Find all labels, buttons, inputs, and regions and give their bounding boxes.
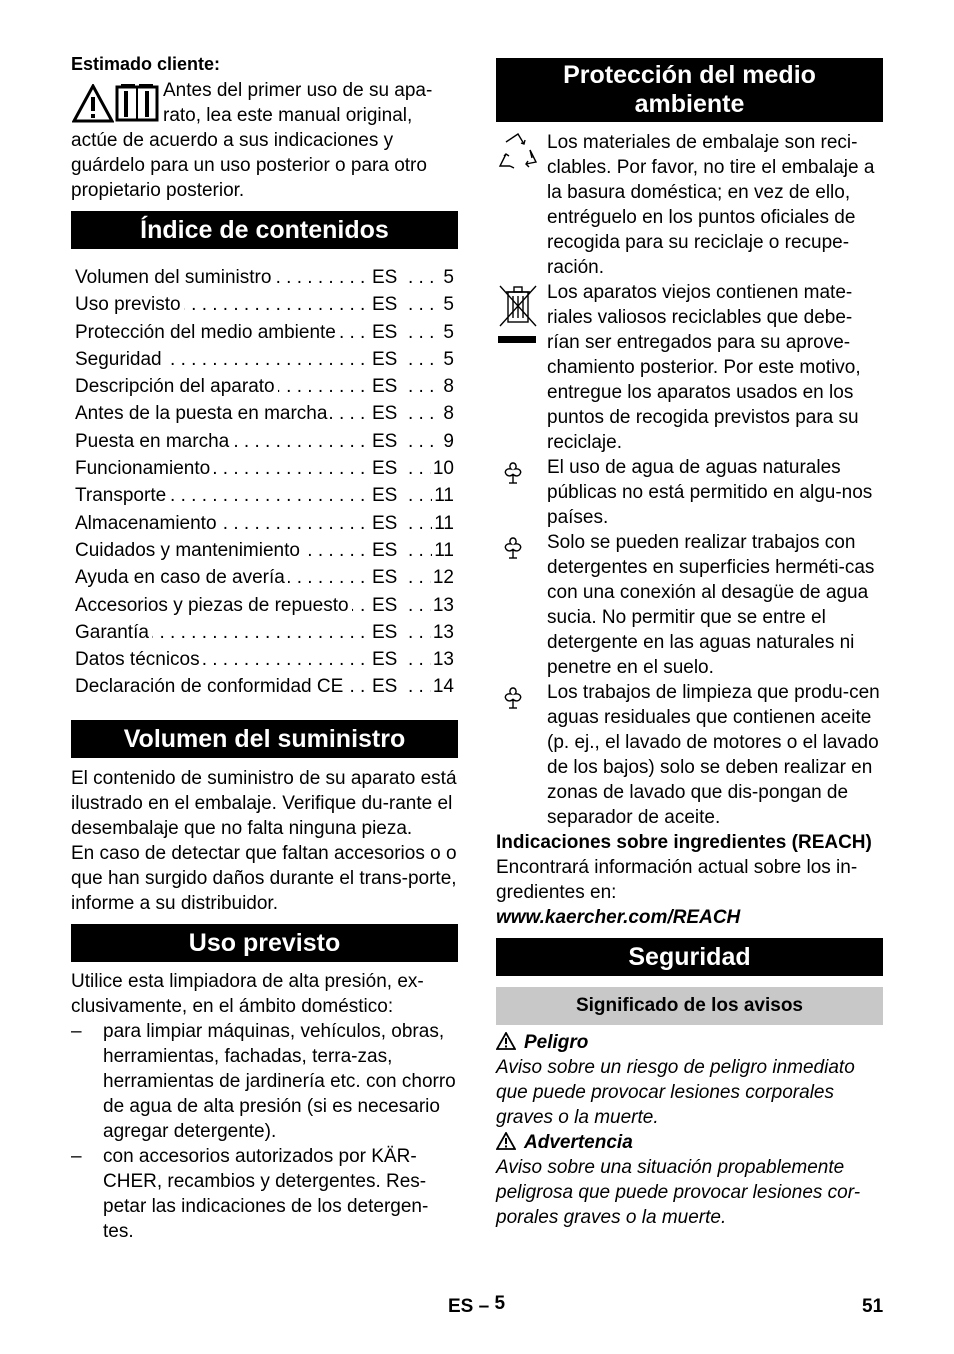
toc-item-lang: ES — [372, 403, 398, 425]
toc-item-page: . . . 10 — [431, 455, 454, 482]
toc-heading: Índice de contenidos — [71, 211, 458, 249]
toc-item-page: . . . 11 — [432, 510, 454, 537]
toc-item-lang: ES — [372, 430, 398, 452]
toc-item-title: Volumen del suministro — [75, 267, 274, 288]
notice-heading — [496, 1130, 883, 1155]
water-protection-icon — [496, 684, 540, 714]
env-item — [496, 680, 883, 830]
toc-item-page: . . . 9 — [441, 428, 454, 455]
avisos-subheading: Significado de los avisos — [496, 987, 883, 1025]
toc-item-lang: ES — [372, 485, 398, 507]
toc-item-title: Transporte — [75, 485, 169, 506]
intro-text-rest: actúe de acuerdo a sus indicaciones y guárdelo para un uso posterior o para otro propietario posterior. — [71, 130, 427, 201]
toc-row[interactable] — [75, 646, 458, 673]
toc-item-title: Ayuda en caso de avería — [75, 567, 288, 588]
notice-heading — [496, 1030, 883, 1055]
env-item — [496, 530, 883, 680]
toc-item-page: . . . 5 — [441, 264, 454, 291]
toc-item-page: . . . 8 — [441, 400, 454, 427]
toc-row[interactable] — [75, 319, 458, 346]
volumen-paragraph-2: En caso de detectar que faltan accesorios o o que han surgido daños durante el trans-porte, informe a su distribuidor. — [71, 842, 457, 914]
right-column — [496, 58, 883, 1230]
env-item — [496, 455, 883, 530]
env-item — [496, 130, 883, 280]
toc-item-title: Almacenamiento — [75, 513, 220, 534]
toc-item-lang: ES — [372, 376, 398, 398]
toc-item-lang: ES — [372, 321, 398, 343]
notice-label: Peligro — [524, 1032, 589, 1053]
toc-item-lang: ES — [372, 512, 398, 534]
toc-item-lang: ES — [372, 348, 398, 370]
footer-page-number: 51 — [862, 1296, 884, 1317]
uso-list-item — [71, 1144, 458, 1244]
toc-list — [75, 264, 458, 701]
toc-item-title: Seguridad — [75, 349, 165, 370]
reach-text: Encontrará información actual sobre los in-gredientes en: — [496, 857, 858, 903]
toc-item-title: Puesta en marcha — [75, 431, 232, 452]
toc-row[interactable] — [75, 564, 458, 591]
left-column — [71, 52, 458, 1244]
toc-row[interactable] — [75, 373, 458, 400]
notice-text: Aviso sobre una situación propablemente peligrosa que puede provocar lesiones cor-porales graves o la muerte. — [496, 1157, 861, 1228]
warning-triangle-icon — [496, 1132, 516, 1150]
uso-heading: Uso previsto — [71, 924, 458, 962]
toc-item-title: Uso previsto — [75, 294, 184, 315]
toc-row[interactable] — [75, 346, 458, 373]
toc-item-page: . . . 13 — [431, 619, 454, 646]
warning-triangle-icon — [496, 1032, 516, 1050]
uso-list-item-text: con accesorios autorizados por KÄR-CHER, recambios y detergentes. Res-petar las indicaciones de los detergen-tes. — [103, 1145, 429, 1242]
toc-item-lang: ES — [372, 294, 398, 316]
toc-item-title: Cuidados y mantenimiento — [75, 540, 303, 561]
toc-item-title: Funcionamiento — [75, 458, 213, 479]
intro-title: Estimado cliente: — [71, 54, 221, 74]
toc-row[interactable] — [75, 510, 458, 537]
uso-list-item — [71, 1019, 458, 1144]
toc-item-title: Antes de la puesta en marcha — [75, 403, 330, 424]
env-item-text: Solo se pueden realizar trabajos con detergentes en superficies herméti-cas con una conexión al desagüe de agua sucia. No permitir que se entre el detergente en las aguas naturales ni penetre en el suelo. — [547, 532, 875, 678]
water-protection-icon — [496, 459, 540, 489]
notice-text: Aviso sobre un riesgo de peligro inmediato que puede provocar lesiones corporales graves o la muerte. — [496, 1057, 855, 1128]
toc-item-title: Protección del medio ambiente — [75, 322, 339, 343]
warning-triangle-icon — [72, 84, 114, 124]
toc-item-lang: ES — [372, 267, 398, 288]
intro-block — [71, 78, 458, 203]
toc-row[interactable] — [75, 537, 458, 564]
toc-item-title: Datos técnicos — [75, 649, 203, 670]
toc-item-lang: ES — [372, 621, 398, 643]
seguridad-heading: Seguridad — [496, 938, 883, 976]
toc-item-title: Accesorios y piezas de repuesto — [75, 595, 352, 616]
notice-label: Advertencia — [524, 1132, 633, 1153]
proteccion-heading: Protección del medio ambiente — [496, 58, 883, 122]
toc-item-page: . . . 12 — [431, 564, 454, 591]
toc-item-page: . . . 8 — [441, 373, 454, 400]
toc-row[interactable] — [75, 428, 458, 455]
toc-item-lang: ES — [372, 567, 398, 589]
toc-item-lang: ES — [372, 676, 398, 698]
volumen-paragraph-1: El contenido de suministro de su aparato está ilustrado en el embalaje. Verifique du-rante el desembalaje que no falta ninguna pieza. — [71, 767, 457, 839]
toc-row[interactable] — [75, 592, 458, 619]
toc-item-page: . . . 14 — [431, 673, 454, 700]
footer-dash: – — [478, 1296, 490, 1317]
crossed-bin-icon — [496, 282, 540, 348]
intro-icons — [71, 78, 163, 128]
reach-link[interactable]: www.kaercher.com/REACH — [496, 907, 741, 928]
env-item-text: Los trabajos de limpieza que produ-cen aguas residuales que contienen aceite (p. ej., el lavado de motores o el lavado de los bajos) solo se deben realizar en zonas de lavado que dis-pongan de separador de aceite. — [547, 682, 880, 828]
toc-item-page: . . . 5 — [441, 346, 454, 373]
volumen-heading: Volumen del suministro — [71, 720, 458, 758]
toc-item-title: Garantía — [75, 622, 152, 643]
footer-page-label — [448, 1293, 506, 1318]
dash-bullet: – — [71, 1145, 82, 1167]
toc-row[interactable] — [75, 619, 458, 646]
dash-bullet: – — [71, 1020, 82, 1042]
toc-item-page: . . . 13 — [431, 646, 454, 673]
toc-item-page: . . . 5 — [441, 319, 454, 346]
toc-item-lang: ES — [372, 539, 398, 561]
recycle-icon — [496, 132, 540, 174]
reach-title: Indicaciones sobre ingredientes (REACH) — [496, 832, 872, 853]
footer-section-page: 5 — [494, 1293, 506, 1314]
toc-item-lang: ES — [372, 649, 398, 671]
toc-item-page: . . . 11 — [432, 482, 454, 509]
toc-row[interactable] — [75, 455, 458, 482]
toc-row[interactable] — [75, 673, 458, 700]
manual-book-icon — [115, 83, 159, 123]
toc-item-lang: ES — [372, 594, 398, 616]
intro-text-line1: Antes del primer uso de su apa- — [163, 80, 433, 101]
uso-list-item-text: para limpiar máquinas, vehículos, obras, herramientas, fachadas, terra-zas, herramientas de jardinería etc. con chorro de agua de alta presión (si es necesario agregar detergente). — [103, 1020, 456, 1142]
intro-text-line2: rato, lea este manual original, — [163, 105, 413, 126]
toc-row[interactable] — [75, 482, 458, 509]
footer-lang: ES — [448, 1296, 474, 1317]
env-item-text: Los materiales de embalaje son reci-clables. Por favor, no tire el embalaje a la basura doméstica; en vez de ello, entréguelo en los puntos oficiales de recogida para su reciclaje o recupe-ración. — [547, 132, 875, 278]
toc-item-page: . . . 5 — [441, 291, 454, 318]
toc-row[interactable] — [75, 264, 458, 291]
toc-item-page: . . . 11 — [432, 537, 454, 564]
toc-row[interactable] — [75, 400, 458, 427]
toc-item-title: Descripción del aparato — [75, 376, 278, 397]
env-item — [496, 280, 883, 455]
toc-row[interactable] — [75, 291, 458, 318]
water-protection-icon — [496, 534, 540, 564]
toc-item-page: . . . 13 — [431, 592, 454, 619]
uso-intro: Utilice esta limpiadora de alta presión, ex-clusivamente, en el ámbito doméstico: — [71, 970, 424, 1017]
env-item-text: El uso de agua de aguas naturales públicas no está permitido en algu-nos países. — [547, 457, 873, 528]
toc-item-lang: ES — [372, 458, 398, 480]
env-item-text: Los aparatos viejos contienen mate-riales valiosos reciclables que debe-rían ser entregados para su aprove-chamiento posterior. Por este motivo, entregue los aparatos usados en los puntos de recogida previstos para su reciclaje. — [547, 282, 861, 453]
toc-item-title: Declaración de conformidad CE — [75, 676, 346, 697]
